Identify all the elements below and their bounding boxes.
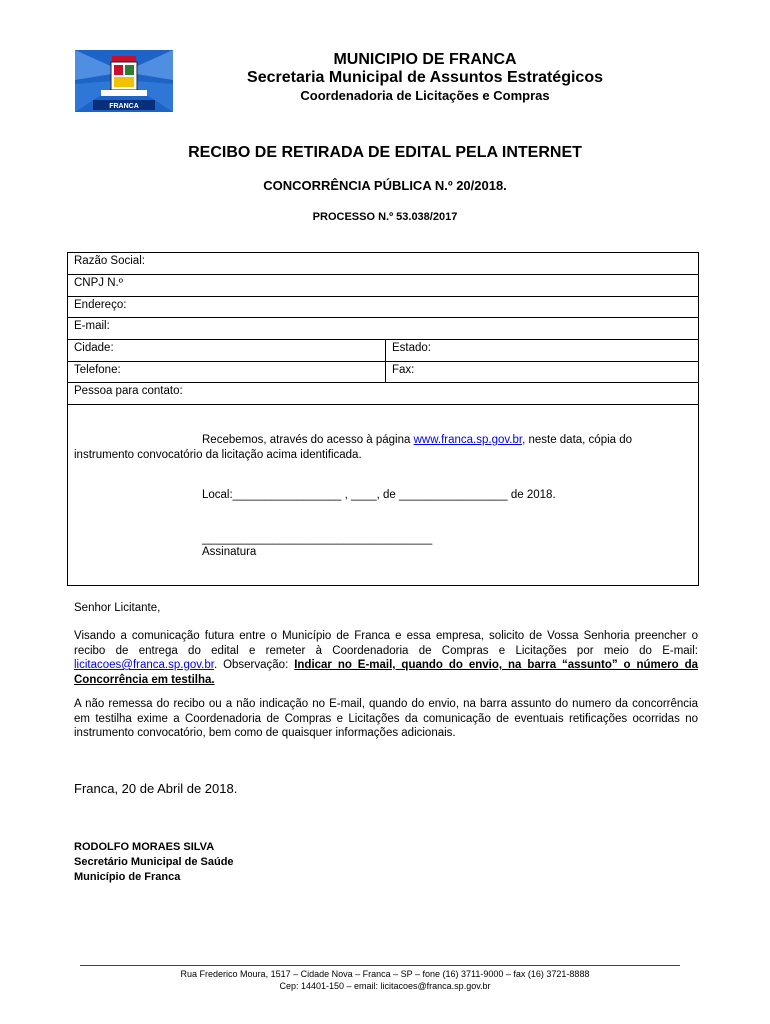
franca-website-link[interactable]: www.franca.sp.gov.br [413, 434, 523, 446]
signature-line[interactable]: ____________________________________ [202, 533, 433, 545]
licitacoes-email-link[interactable]: licitacoes@franca.sp.gov.br [74, 659, 214, 671]
endereco-label: Endereço: [74, 299, 127, 311]
paragraph-1 [74, 629, 698, 687]
logo-text: FRANCA [109, 103, 139, 110]
receipt-form [67, 252, 699, 586]
receipt-text-pre: Recebemos, através do acesso à página [202, 434, 414, 446]
receipt-text-post: , neste data, cópia do [522, 434, 633, 446]
paragraph-1-instruction: Indicar no E-mail, quando do envio, na barra “assunto” o número da Concorrência em testilha. [74, 659, 698, 686]
email-label: E-mail: [74, 320, 110, 332]
estado-label: Estado: [392, 342, 431, 354]
document-title: RECIBO DE RETIRADA DE EDITAL PELA INTERNET [188, 144, 582, 161]
signature-label: Assinatura [202, 546, 257, 558]
footer-address: Rua Frederico Moura, 1517 – Cidade Nova – Franca – SP – fone (16) 3711-9000 – fax (16) 3721-8888 [180, 969, 590, 979]
paragraph-1-text: Visando a comunicação futura entre o Município de Franca e essa empresa, solicito de Vossa Senhoria preencher o recibo de entrega do edital e remeter à Coordenadoria de Compras e Licitações por meio do E-mail: [74, 630, 698, 657]
telefone-label: Telefone: [74, 364, 121, 376]
form-row-cidade-estado[interactable] [68, 340, 698, 362]
cnpj-label: CNPJ N.º [74, 277, 123, 289]
greeting: Senhor Licitante, [74, 602, 161, 614]
paragraph-2: A não remessa do recibo ou a não indicação no E-mail, quando do envio, na barra assunto do numero da concorrência em testilha exime a Coordenadoria de Compras e Licitações da comunicação de eventuais retificações ocorridas no instrumento convocatório, bem como de quaisquer informações adicionais. [74, 698, 698, 739]
footer-contact: Cep: 14401-150 – email: licitacoes@franca.sp.gov.br [279, 981, 491, 991]
local-date-line[interactable]: Local:_________________ , ____, de _________________ de 2018. [202, 489, 556, 501]
signatory-role: Secretário Municipal de Saúde [74, 856, 234, 868]
form-row-endereco[interactable] [68, 297, 698, 318]
signatory-name: RODOLFO MORAES SILVA [74, 841, 215, 853]
column-divider [385, 362, 386, 382]
contato-label: Pessoa para contato: [74, 385, 183, 397]
razao-social-label: Razão Social: [74, 255, 145, 267]
paragraph-1-obs: . Observação: [213, 659, 295, 671]
form-row-contato[interactable] [68, 383, 698, 405]
form-row-telefone-fax[interactable] [68, 362, 698, 383]
process-number: PROCESSO N.º 53.038/2017 [312, 211, 458, 223]
coordination-name: Coordenadoria de Licitações e Compras [300, 88, 550, 103]
receipt-text-line2: instrumento convocatório da licitação acima identificada. [74, 449, 362, 461]
cidade-label: Cidade: [74, 342, 114, 354]
form-row-email[interactable] [68, 318, 698, 340]
letter-date: Franca, 20 de Abril de 2018. [74, 781, 238, 796]
signatory-org: Município de Franca [74, 871, 181, 883]
document-subtitle: CONCORRÊNCIA PÚBLICA N.º 20/2018. [263, 178, 507, 193]
franca-logo [75, 50, 173, 112]
secretariat-name: Secretaria Municipal de Assuntos Estratégicos [247, 69, 603, 86]
receipt-statement [74, 433, 696, 463]
municipality-name: MUNICIPIO DE FRANCA [333, 51, 517, 68]
form-row-cnpj[interactable] [68, 275, 698, 297]
form-row-razao-social[interactable] [68, 253, 698, 275]
footer-divider [80, 965, 680, 966]
column-divider [385, 340, 386, 361]
fax-label: Fax: [392, 364, 415, 376]
